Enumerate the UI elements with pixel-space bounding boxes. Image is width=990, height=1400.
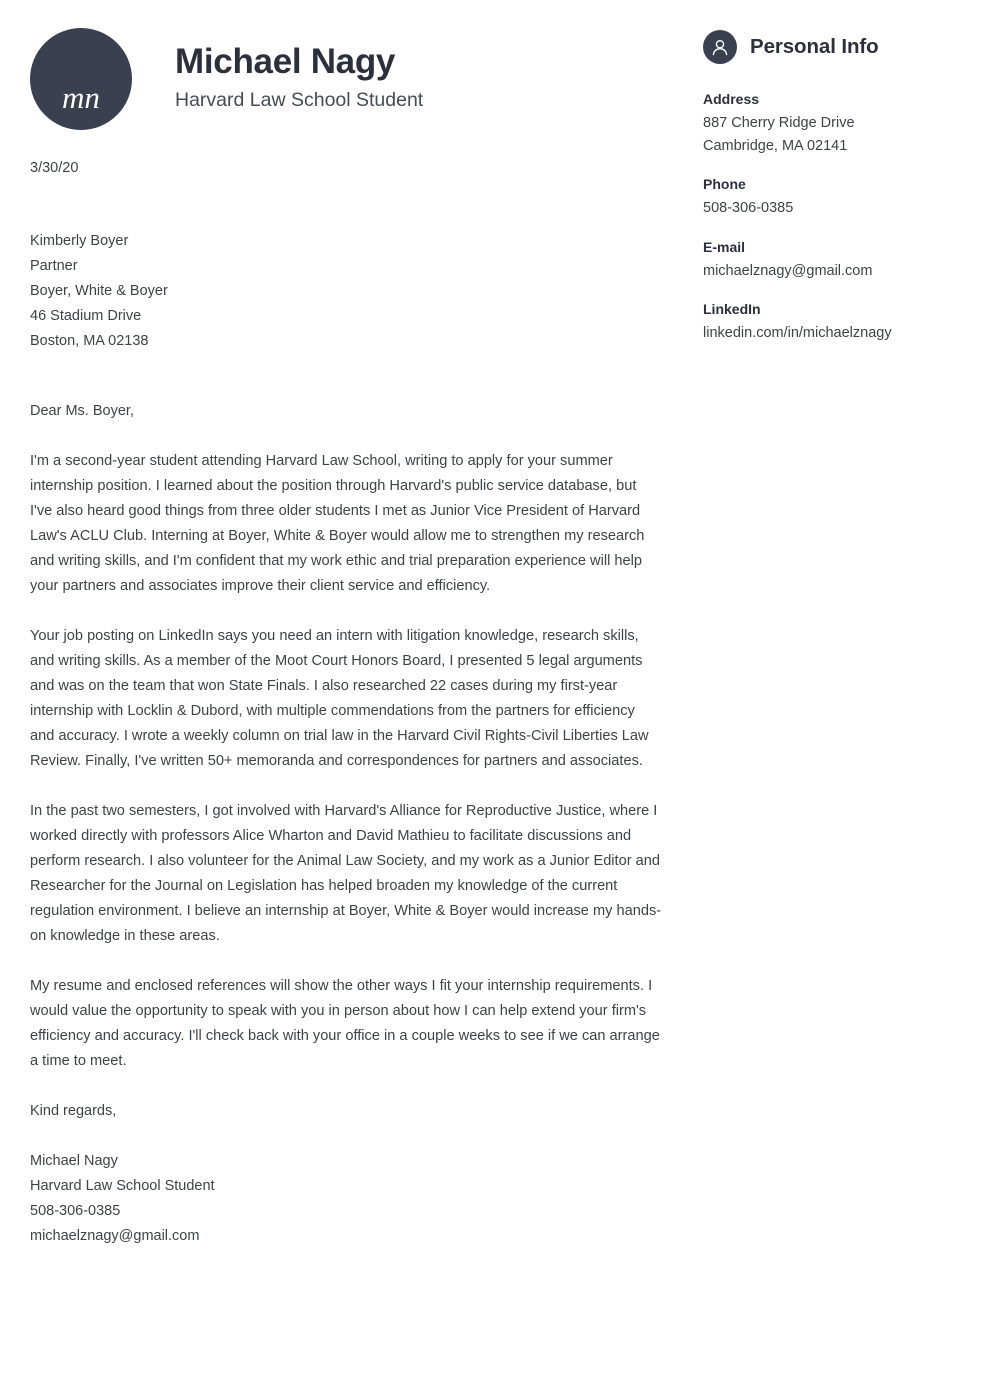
info-group-phone — [703, 173, 961, 220]
info-group-address — [703, 88, 961, 157]
letter-paragraph: Your job posting on LinkedIn says you need an intern with litigation knowledge, research skills, and writing skills. As a member of the Moot Court Honors Board, I presented 5 legal arguments and was on the team that won State Finals. I also researched 22 cases during my first-year internship with Locklin & Dubord, with multiple commendations from the partners for efficiency and accuracy. I wrote a weekly column on trial law in the Harvard Civil Rights-Civil Liberties Law Review. Finally, I've written 50+ memoranda and correspondences for partners and associates. — [30, 628, 649, 769]
recipient-title: Partner — [30, 258, 78, 274]
letter-salutation: Dear Ms. Boyer, — [30, 403, 134, 419]
signature-title: Harvard Law School Student — [30, 1178, 215, 1194]
info-label: Phone — [703, 176, 746, 192]
recipient-city-state-zip: Boston, MA 02138 — [30, 333, 149, 349]
letter-header — [30, 28, 423, 130]
monogram-avatar — [30, 28, 132, 130]
header-job-title: Harvard Law School Student — [175, 89, 424, 112]
info-group-linkedin — [703, 298, 961, 345]
recipient-company: Boyer, White & Boyer — [30, 283, 168, 299]
letter-paragraph: I'm a second-year student attending Harvard Law School, writing to apply for your summer internship position. I learned about the position through Harvard's public service database, but I've also heard good things from three older students I met as Junior Vice President of Harvard Law's ACLU Club. Interning at Boyer, White & Boyer would allow me to strengthen my research and writing skills, and I'm confident that my work ethic and trial preparation experience will help your partners and associates improve their client service and efficiency. — [30, 453, 645, 594]
info-label: Address — [703, 91, 760, 107]
page-title: Michael Nagy — [175, 42, 396, 82]
letter-body — [30, 158, 662, 1249]
signature-name: Michael Nagy — [30, 1153, 118, 1169]
person-icon — [703, 30, 737, 64]
recipient-address-block — [30, 229, 662, 354]
sidebar-title: Personal Info — [750, 34, 879, 58]
personal-info-sidebar — [703, 30, 961, 361]
letter-closing: Kind regards, — [30, 1103, 117, 1119]
info-value: 887 Cherry Ridge Drive — [703, 115, 855, 131]
info-value[interactable]: linkedin.com/in/michaelznagy — [703, 325, 892, 341]
info-value[interactable]: michaelznagy@gmail.com — [703, 262, 873, 279]
info-value: Cambridge, MA 02141 — [703, 137, 848, 154]
sidebar-header — [703, 30, 961, 64]
info-label: E-mail — [703, 238, 746, 255]
letter-paragraph: In the past two semesters, I got involved with Harvard's Alliance for Reproductive Justice, where I worked directly with professors Alice Wharton and David Mathieu to facilitate discussions and perform research. I also volunteer for the Animal Law Society, and my work as a Junior Editor and Researcher for the Journal on Legislation has helped broaden my knowledge of the current regulation environment. I believe an internship at Boyer, White & Boyer would increase my hands-on knowledge in these areas. — [30, 803, 662, 944]
recipient-name: Kimberly Boyer — [30, 233, 129, 249]
info-group-email — [703, 236, 961, 283]
header-text-block — [175, 44, 423, 113]
letter-date: 3/30/20 — [30, 160, 79, 176]
signature-email: michaelznagy@gmail.com — [30, 1228, 200, 1244]
letter-paragraph: My resume and enclosed references will show the other ways I fit your internship requirements. I would value the opportunity to speak with you in person about how I can help extend your firm's efficiency and accuracy. I'll check back with your office in a couple weeks to see if we can arrange a time to meet. — [30, 978, 660, 1069]
recipient-street: 46 Stadium Drive — [30, 308, 142, 324]
info-label: LinkedIn — [703, 301, 761, 317]
signature-block — [30, 1149, 662, 1249]
info-value: 508-306-0385 — [703, 200, 794, 216]
monogram-initials: mn — [62, 80, 100, 115]
signature-phone: 508-306-0385 — [30, 1203, 121, 1219]
